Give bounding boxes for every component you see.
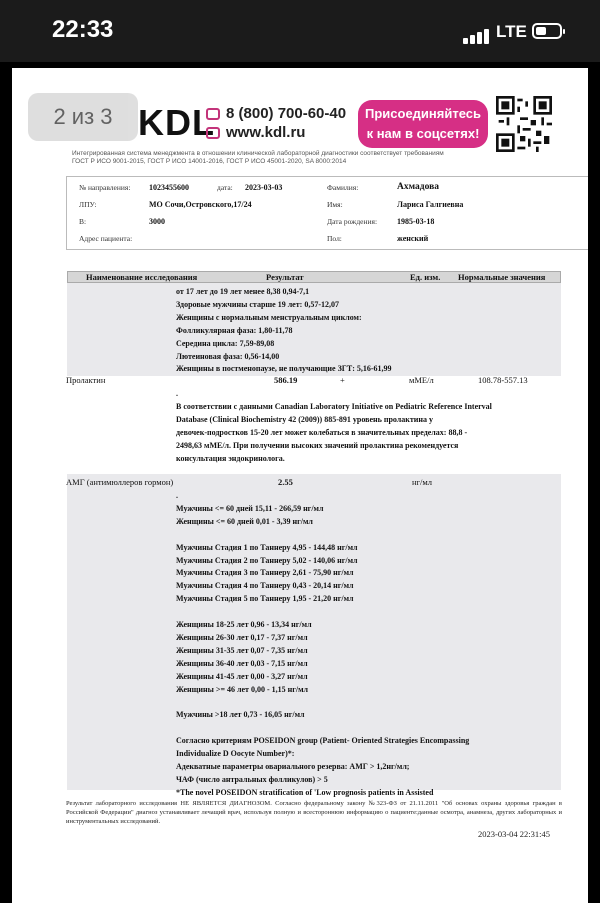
results-table-header <box>67 271 561 283</box>
prolactin-unit: мМЕ/л <box>409 375 434 385</box>
document-page[interactable] <box>12 68 588 903</box>
sex-label: Пол: <box>327 234 342 243</box>
referral-label: № направления: <box>79 183 131 192</box>
network-type: LTE <box>496 22 527 41</box>
join-line-2: к нам в соцсетях! <box>366 126 480 141</box>
name-label: Имя: <box>327 200 343 209</box>
surname-value: Ахмадова <box>397 182 439 192</box>
amh-name: АМГ (антимюллеров гормон) <box>66 477 174 487</box>
prolactin-comment: . В соответствии с данными Canadian Laboratory Initiative on Pediatric Reference Interval Database (Clinical Biochemistry 42 (2009)) 885-891 уровень пролактина у девочек-подростков 15-20 лет может колебаться в значительных пределах: 88,8 - 2498,63 мМЕ/л. При получении высоких значений пролактина рекомендуется консультация эндокринолога. <box>176 389 492 463</box>
dob-value: 1985-03-18 <box>397 217 435 226</box>
web-icon <box>206 127 220 139</box>
amh-notes: . Мужчины <= 60 дней 15,11 - 266,59 нг/мл Женщины <= 60 дней 0,01 - 3,39 нг/мл Мужчины Стадия 1 по Таннеру 4,95 - 144,48 нг/мл Мужчины Стадия 2 по Таннеру 5,02 - 140,06 нг/мл Мужчины Стадия 3 по Таннеру 2,61 - 75,90 нг/мл Мужчины Стадия 4 по Таннеру 0,43 - 20,14 нг/мл Мужчины Стадия 5 по Таннеру 1,95 - 21,20 нг/мл Женщины 18-25 лет 0,96 - 13,34 нг/мл Женщины 26-30 лет 0,17 - 7,37 нг/мл Женщины 31-35 лет 0,07 - 7,35 нг/мл Женщины 36-40 лет 0,03 - 7,15 нг/мл Женщины 41-45 лет 0,00 - 3,27 нг/мл Женщины >= 46 лет 0,00 - 1,15 нг/мл Мужчины >18 лет 0,73 - 16,05 нг/мл Согласно критериям POSEIDON group (Patient- Oriented Strategies Encompassing Individualize D Oocyte Number)*: Адекватные параметры овариального резерва: АМГ > 1,2нг/мл; ЧАФ (число антральных фолликулов) > 5 *The novel POSEIDON stratification of 'Low prognosis patients in Assisted <box>176 491 470 797</box>
print-timestamp: 2023-03-04 22:31:45 <box>478 829 551 839</box>
phone-icon <box>206 108 220 120</box>
surname-label: Фамилия: <box>327 183 359 192</box>
prolactin-flag: + <box>340 375 345 385</box>
prolactin-value: 586.19 <box>274 375 298 385</box>
patient-info-box <box>66 176 588 250</box>
status-time: 22:33 <box>52 16 114 43</box>
status-bar <box>0 0 600 62</box>
page-indicator: 2 из 3 <box>28 93 138 141</box>
doctor-value: 3000 <box>149 217 165 226</box>
prolactin-name: Пролактин <box>66 375 106 385</box>
sex-value: женский <box>397 234 429 243</box>
website-link[interactable]: www.kdl.ru <box>226 124 306 141</box>
header-test-name: Наименование исследования <box>86 272 198 282</box>
date-label: дата: <box>217 183 233 192</box>
name-value: Лариса Галгиевна <box>397 200 464 209</box>
join-social-banner[interactable] <box>358 100 488 148</box>
contact-block <box>206 104 346 142</box>
referral-date: 2023-03-03 <box>245 183 283 192</box>
header-result: Результат <box>266 272 304 282</box>
referral-number: 1023455600 <box>149 183 189 192</box>
address-label: Адрес пациента: <box>79 234 133 243</box>
signal-icon <box>463 26 491 44</box>
prolactin-range: 108.78-557.13 <box>478 375 528 385</box>
dob-label: Дата рождения: <box>327 217 378 226</box>
header-normal-values: Нормальные значения <box>458 272 546 282</box>
header-unit: Ед. изм. <box>410 272 441 282</box>
prev-norms-block: от 17 лет до 19 лет менее 8,38 0,94-7,1 Здоровые мужчины старше 19 лет: 0,57-12,07 Женщины с нормальным менструальным циклом: Фолликулярная фаза: 1,80-11,78 Середина цикла: 7,59-89,08 Лютеиновая фаза: 0,56-14,00 Женщины в постменопаузе, не получающие ЗГТ: 5,16-61,99 <box>176 287 392 374</box>
kdl-logo: KDL <box>138 102 215 143</box>
certification-text: Интегрированная система менеджмента в отношении клинической лабораторной диагностики соответствует требованиям ГОСТ Р ИСО 9001-2015, ГОСТ Р ИСО 14001-2016, ГОСТ Р ИСО 45001-2020, SA 8000:2014 <box>72 150 444 165</box>
clinic-label: ЛПУ: <box>79 200 97 209</box>
amh-value: 2.55 <box>278 477 293 487</box>
battery-icon <box>532 23 562 39</box>
amh-unit: нг/мл <box>412 477 433 487</box>
legal-disclaimer: Результат лабораторного исследования НЕ ЯВЛЯЕТСЯ ДИАГНОЗОМ. Согласно федеральному закону №323-ФЗ от 21.11.2011 "Об основах охраны здоровья граждан в Российской Федерации" диагноз устанавливает лечащий врач, используя полную и всестороннюю информацию о пациенте:данные осмотра, анамнеза, других лабораторных и инструментальных исследований. <box>66 800 562 825</box>
clinic-value: МО Сочи,Островского,17/24 <box>149 200 252 209</box>
qr-code-icon[interactable] <box>496 96 552 152</box>
phone-number[interactable]: 8 (800) 700-60-40 <box>226 105 347 122</box>
join-line-1: Присоединяйтесь <box>365 106 481 121</box>
doctor-label: В: <box>79 217 87 226</box>
